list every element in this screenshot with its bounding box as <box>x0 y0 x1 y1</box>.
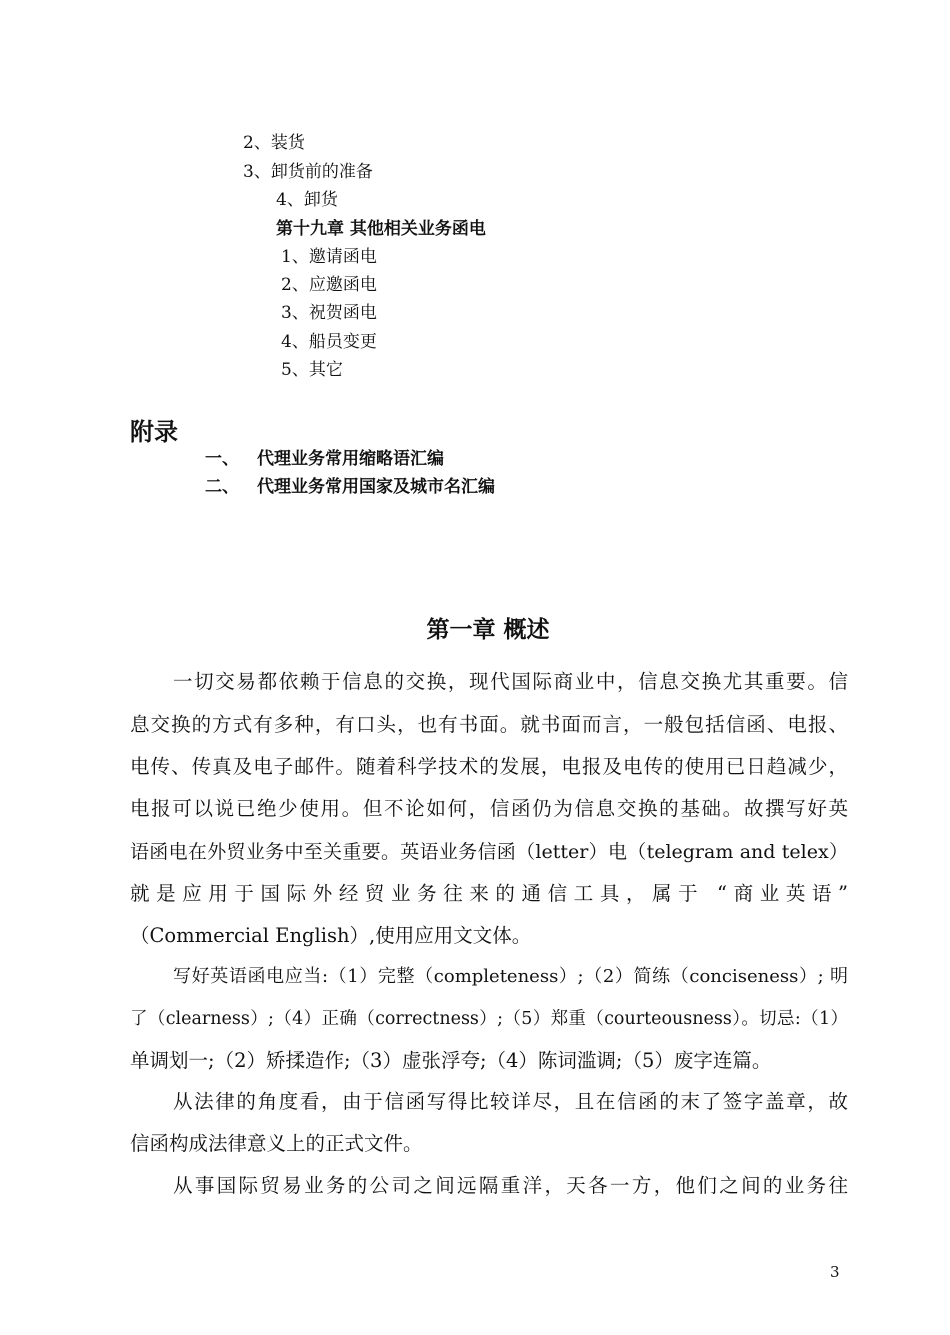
toc-item: 3、卸货前的准备 <box>243 162 373 182</box>
appendix-title: 附录 <box>130 418 178 446</box>
body-line: 电报可以说已绝少使用。但不论如何，信函仍为信息交换的基础。故撰写好英 <box>130 797 848 820</box>
toc-item: 4、船员变更 <box>281 332 377 352</box>
body-line: 单调划一;（2）矫揉造作;（3）虚张浮夸;（4）陈词滥调;（5）废字连篇。 <box>130 1049 772 1072</box>
body-line: 一切交易都依赖于信息的交换，现代国际商业中，信息交换尤其重要。信 <box>173 670 848 693</box>
appendix-item: 代理业务常用国家及城市名汇编 <box>257 477 495 497</box>
body-line: 信函构成法律意义上的正式文件。 <box>130 1132 423 1155</box>
body-line: 息交换的方式有多种，有口头，也有书面。就书面而言，一般包括信函、电报、 <box>130 713 848 736</box>
toc-item: 2、应邀函电 <box>281 275 377 295</box>
body-line: 从事国际贸易业务的公司之间远隔重洋，天各一方，他们之间的业务往 <box>173 1174 848 1197</box>
body-line: 语函电在外贸业务中至关重要。英语业务信函（letter）电（telegram and telex） <box>130 841 848 863</box>
toc-item: 3、祝贺函电 <box>281 303 377 323</box>
page-number: 3 <box>830 1263 840 1281</box>
body-line: 电传、传真及电子邮件。随着科学技术的发展，电报及电传的使用已日趋减少， <box>130 755 848 778</box>
body-line: 写好英语函电应当:（1）完整（completeness）;（2）简练（conciseness）; 明 <box>173 966 848 987</box>
toc-chapter-heading: 第十九章 其他相关业务函电 <box>276 219 486 239</box>
body-line: 了（clearness）;（4）正确（correctness）;（5）郑重（courteousness）。切忌:（1） <box>130 1009 848 1029</box>
appendix-item-number: 二、 <box>205 477 239 497</box>
toc-item: 1、邀请函电 <box>281 247 377 267</box>
toc-item: 4、卸货 <box>276 190 338 210</box>
appendix-item-number: 一、 <box>205 449 239 469</box>
toc-item: 5、其它 <box>281 360 343 380</box>
appendix-item: 代理业务常用缩略语汇编 <box>257 449 444 469</box>
toc-item: 2、装货 <box>243 133 305 153</box>
body-line: 就是应用于国际外经贸业务往来的通信工具，属于 “商业英语” <box>130 882 848 905</box>
body-line: 从法律的角度看，由于信函写得比较详尽，且在信函的末了签字盖章，故 <box>173 1090 848 1113</box>
chapter-title: 第一章 概述 <box>426 617 550 643</box>
body-line: （Commercial English）,使用应用文文体。 <box>130 924 532 947</box>
